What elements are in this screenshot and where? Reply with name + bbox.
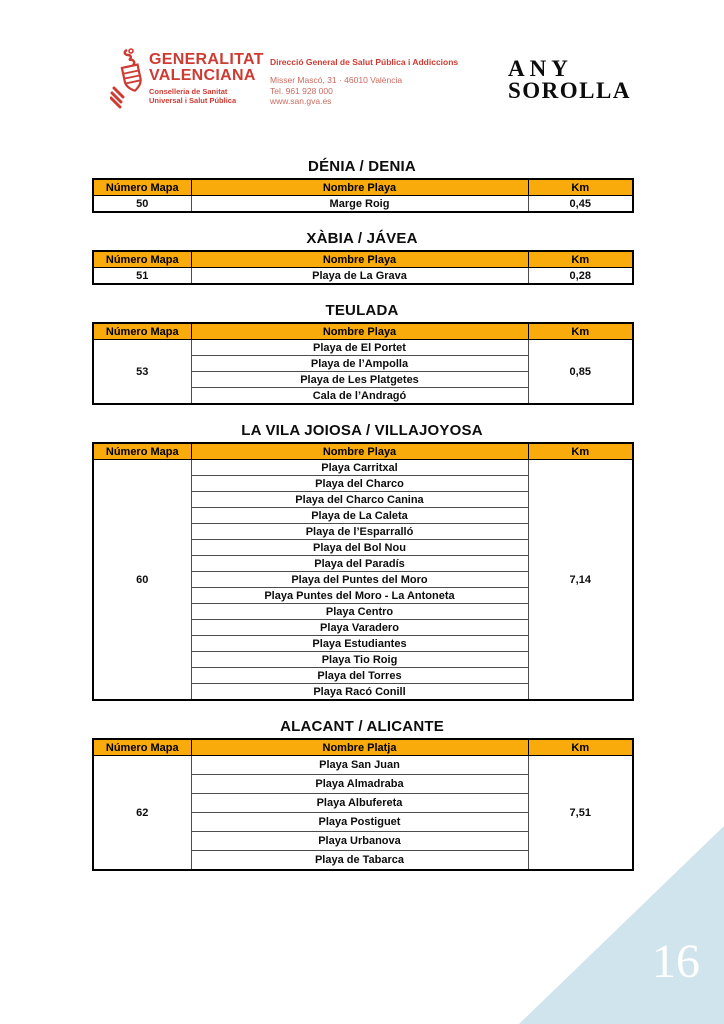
beach-name-cell: Playa del Paradís [191,556,528,572]
km-cell: 7,14 [528,460,633,701]
column-header-numero-mapa: Número Mapa [93,179,191,196]
column-header-nombre-playa: Nombre Playa [191,251,528,268]
gva-name-line1: GENERALITAT [149,51,264,68]
map-number-cell: 62 [93,756,191,871]
beach-name-cell: Playa del Torres [191,668,528,684]
gva-sub-line1: Conselleria de Sanitat [149,87,228,96]
beach-table [92,442,634,701]
km-cell: 7,51 [528,756,633,871]
map-number-cell: 60 [93,460,191,701]
beach-name-cell: Playa Varadero [191,620,528,636]
column-header-km: Km [528,443,633,460]
section-title: LA VILA JOIOSA / VILLAJOYOSA [241,422,483,439]
table-row [93,756,633,775]
beach-table [92,322,634,405]
map-number-cell: 53 [93,340,191,405]
beach-name-cell: Playa de l’Esparralló [191,524,528,540]
km-cell: 0,85 [528,340,633,405]
beach-name-cell: Cala de l’Andragó [191,388,528,405]
municipality-section [92,158,632,213]
section-title: TEULADA [325,302,399,319]
table-row [93,268,633,285]
beach-name-cell: Playa de l’Ampolla [191,356,528,372]
direction-address-block [270,57,480,107]
column-header-km: Km [528,179,633,196]
column-header-nombre-playa: Nombre Playa [191,323,528,340]
beach-name-cell: Marge Roig [191,196,528,213]
gva-sub-line2: Universal i Salut Pública [149,95,237,105]
beach-name-cell: Playa Centro [191,604,528,620]
page-number: 16 [652,935,700,988]
column-header-nombre-playa: Nombre Platja [191,739,528,756]
beach-name-cell: Playa del Bol Nou [191,540,528,556]
direction-phone: Tel. 961 928 000 [270,85,333,96]
table-row [93,196,633,213]
column-header-nombre-playa: Nombre Playa [191,179,528,196]
municipality-section [92,718,632,871]
municipality-section [92,422,632,701]
column-header-numero-mapa: Número Mapa [93,739,191,756]
section-title: DÉNIA / DENIA [308,158,416,175]
beach-name-cell: Playa Carritxal [191,460,528,476]
municipality-section [92,230,632,285]
beach-name-cell: Playa de Tabarca [191,851,528,871]
beach-name-cell: Playa Estudiantes [191,636,528,652]
beach-name-cell: Playa de El Portet [191,340,528,356]
direction-website: www.san.gva.es [270,96,332,106]
direction-title: Direcció General de Salut Pública i Addiccions [270,57,459,67]
beach-name-cell: Playa Almadraba [191,775,528,794]
beach-name-cell: Playa Puntes del Moro - La Antoneta [191,588,528,604]
km-cell: 0,45 [528,196,633,213]
gva-logo-text [149,52,264,105]
km-cell: 0,28 [528,268,633,285]
beach-name-cell: Playa Urbanova [191,832,528,851]
column-header-km: Km [528,323,633,340]
beach-table [92,738,634,871]
any-sorolla-line1: ANY [508,56,573,81]
column-header-numero-mapa: Número Mapa [93,323,191,340]
section-title: XÀBIA / JÁVEA [306,230,418,247]
beach-name-cell: Playa Tio Roig [191,652,528,668]
beach-name-cell: Playa del Puntes del Moro [191,572,528,588]
beach-name-cell: Playa Albufereta [191,794,528,813]
column-header-numero-mapa: Número Mapa [93,251,191,268]
column-header-nombre-playa: Nombre Playa [191,443,528,460]
any-sorolla-line2: SOROLLA [508,78,631,103]
gva-emblem-icon [110,47,146,111]
beach-name-cell: Playa del Charco [191,476,528,492]
table-row [93,460,633,476]
direction-address: Misser Mascó, 31 · 46010 València [270,75,403,85]
municipality-section [92,302,632,405]
beach-name-cell: Playa San Juan [191,756,528,775]
beach-name-cell: Playa Racó Conill [191,684,528,701]
beach-name-cell: Playa de Les Platgetes [191,372,528,388]
map-number-cell: 51 [93,268,191,285]
gva-name-line2: VALENCIANA [149,67,256,84]
beach-table [92,178,634,213]
map-number-cell: 50 [93,196,191,213]
beach-name-cell: Playa del Charco Canina [191,492,528,508]
column-header-km: Km [528,251,633,268]
section-title: ALACANT / ALICANTE [280,718,444,735]
beach-name-cell: Playa Postiguet [191,813,528,832]
beach-table [92,250,634,285]
any-sorolla-logo [508,58,631,102]
beach-name-cell: Playa de La Caleta [191,508,528,524]
sections [92,158,632,871]
column-header-numero-mapa: Número Mapa [93,443,191,460]
beach-name-cell: Playa de La Grava [191,268,528,285]
column-header-km: Km [528,739,633,756]
table-row [93,340,633,356]
